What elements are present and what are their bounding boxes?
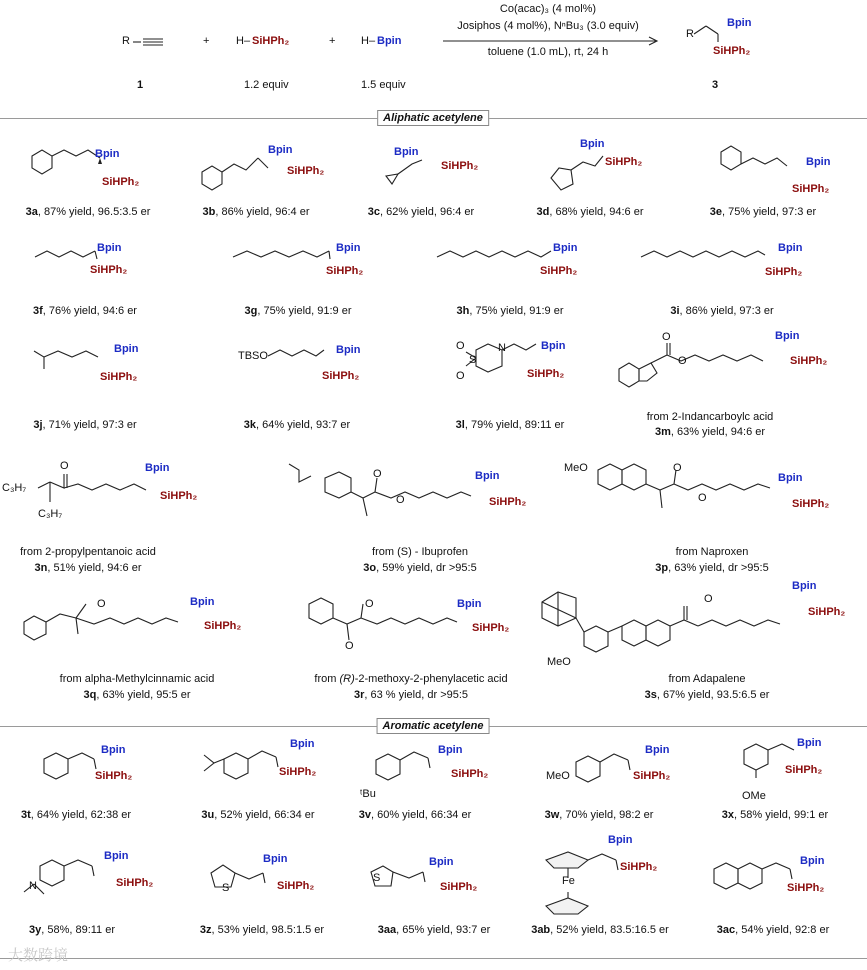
structure-3c	[380, 156, 440, 196]
o-carbonyl-3s: O	[704, 593, 713, 605]
o2-3l: O	[456, 370, 465, 382]
silane-3n: SiHPh₂	[160, 490, 198, 502]
c3h7-bottom-3n: C₃H₇	[38, 508, 63, 520]
silane-3u: SiHPh₂	[279, 766, 317, 778]
divider-bottom	[0, 958, 867, 959]
conditions-catalyst: Co(acac)₃ (4 mol%)	[499, 3, 597, 15]
bpin-3a: Bpin	[95, 148, 120, 160]
source-3o: from (S) - Ibuprofen	[372, 546, 468, 558]
bpin-3ab: Bpin	[608, 834, 633, 846]
caption-3h: 3h, 75% yield, 91:9 er	[456, 305, 564, 317]
source-3n: from 2-propylpentanoic acid	[20, 546, 156, 558]
caption-3z: 3z, 53% yield, 98.5:1.5 er	[199, 924, 325, 936]
silane-3y: SiHPh₂	[116, 877, 154, 889]
o-ester-3o: O	[396, 494, 405, 506]
alkyne-bond	[133, 34, 173, 50]
o-carbonyl-3p: O	[673, 462, 682, 474]
tbu-3v: ᵗBu	[360, 788, 376, 800]
equiv-silane: 1.2 equiv	[244, 79, 289, 91]
caption-3v: 3v, 60% yield, 66:34 er	[358, 809, 472, 821]
silane-3m: SiHPh₂	[790, 355, 828, 367]
o-carbonyl-3m: O	[662, 331, 671, 343]
conditions-solvent: toluene (1.0 mL), rt, 24 h	[487, 46, 609, 58]
bpin-3x: Bpin	[797, 737, 822, 749]
bpin-3ac: Bpin	[800, 855, 825, 867]
borane-h: H–	[361, 35, 376, 47]
o-carbonyl-3n: O	[60, 460, 69, 472]
bpin-3k: Bpin	[336, 344, 361, 356]
structure-3m	[615, 335, 815, 395]
bpin-3b: Bpin	[268, 144, 293, 156]
silane-3d: SiHPh₂	[605, 156, 643, 168]
caption-3g: 3g, 75% yield, 91:9 er	[244, 305, 352, 317]
structure-3s	[536, 580, 826, 670]
silane-3s: SiHPh₂	[808, 606, 846, 618]
caption-3b: 3b, 86% yield, 96:4 er	[202, 206, 310, 218]
silane-3j: SiHPh₂	[100, 371, 138, 383]
plus-2: +	[329, 35, 336, 47]
silane-3q: SiHPh₂	[204, 620, 242, 632]
bpin-3g: Bpin	[336, 242, 361, 254]
n-3y: N	[29, 880, 37, 892]
silane-3i: SiHPh₂	[765, 266, 803, 278]
source-3m: from 2-Indancarboylc acid	[646, 411, 774, 423]
meo-3w: MeO	[546, 770, 570, 782]
silane-3r: SiHPh₂	[472, 622, 510, 634]
silane-3v: SiHPh₂	[451, 768, 489, 780]
caption-3q: 3q, 63% yield, 95:5 er	[83, 689, 191, 701]
caption-3x: 3x, 58% yield, 99:1 er	[721, 809, 829, 821]
caption-3t: 3t, 64% yield, 62:38 er	[20, 809, 132, 821]
silane-3t: SiHPh₂	[95, 770, 133, 782]
n-3l: N	[498, 342, 506, 354]
product-silane: SiHPh₂	[713, 45, 751, 57]
bpin-3n: Bpin	[145, 462, 170, 474]
equiv-borane: 1.5 equiv	[361, 79, 406, 91]
bpin-3w: Bpin	[645, 744, 670, 756]
bpin-3r: Bpin	[457, 598, 482, 610]
caption-3c: 3c, 62% yield, 96:4 er	[367, 206, 475, 218]
caption-3d: 3d, 68% yield, 94:6 er	[536, 206, 644, 218]
silane-3ac: SiHPh₂	[787, 882, 825, 894]
bpin-3u: Bpin	[290, 738, 315, 750]
silane-3a: SiHPh₂	[102, 176, 140, 188]
conditions-ligand: Josiphos (4 mol%), NⁿBu₃ (3.0 equiv)	[457, 20, 639, 32]
s-3l: S	[469, 354, 477, 366]
bpin-3m: Bpin	[775, 330, 800, 342]
o-carbonyl-3q: O	[97, 598, 106, 610]
caption-3y: 3y, 58%, 89:11 er	[28, 924, 116, 936]
caption-3aa: 3aa, 65% yield, 93:7 er	[377, 924, 491, 936]
bpin-3e: Bpin	[806, 156, 831, 168]
source-3r: from (R)-2-methoxy-2-phenylacetic acid	[314, 673, 508, 685]
silane-3g: SiHPh₂	[326, 265, 364, 277]
caption-3f: 3f, 76% yield, 94:6 er	[33, 305, 137, 317]
reaction-arrow	[443, 36, 663, 46]
caption-3ab: 3ab, 52% yield, 83.5:16.5 er	[531, 924, 669, 936]
source-3p: from Naproxen	[675, 546, 749, 558]
silane-3x: SiHPh₂	[785, 764, 823, 776]
caption-3p: 3p, 63% yield, dr >95:5	[655, 562, 769, 574]
bpin-3i: Bpin	[778, 242, 803, 254]
silane-3f: SiHPh₂	[90, 264, 128, 276]
bpin-3c: Bpin	[394, 146, 419, 158]
o1-3l: O	[456, 340, 465, 352]
silane-3b: SiHPh₂	[287, 165, 325, 177]
silane-3h: SiHPh₂	[540, 265, 578, 277]
r-group: R	[122, 35, 130, 47]
bpin-3d: Bpin	[580, 138, 605, 150]
o-carbonyl-3o: O	[373, 468, 382, 480]
bpin-3s: Bpin	[792, 580, 817, 592]
bpin-3j: Bpin	[114, 343, 139, 355]
caption-3j: 3j, 71% yield, 97:3 er	[33, 419, 137, 431]
ome-3x: OMe	[742, 790, 766, 802]
caption-3m: 3m, 63% yield, 94:6 er	[654, 426, 766, 438]
silane-3e: SiHPh₂	[792, 183, 830, 195]
silane-3l: SiHPh₂	[527, 368, 565, 380]
borane-reagent: Bpin	[377, 35, 402, 47]
bpin-3h: Bpin	[553, 242, 578, 254]
section-aromatic: Aromatic acetylene	[377, 718, 490, 734]
source-3s: from Adapalene	[668, 673, 746, 685]
silane-3p: SiHPh₂	[792, 498, 830, 510]
caption-3n: 3n, 51% yield, 94:6 er	[34, 562, 142, 574]
source-3q: from alpha-Methylcinnamic acid	[59, 673, 215, 685]
caption-3e: 3e, 75% yield, 97:3 er	[709, 206, 817, 218]
bpin-3y: Bpin	[104, 850, 129, 862]
o-ester-3p: O	[698, 492, 707, 504]
silane-reagent: SiHPh₂	[252, 35, 290, 47]
fe-3ab: Fe	[562, 875, 575, 887]
silane-3ab: SiHPh₂	[620, 861, 658, 873]
silane-3z: SiHPh₂	[277, 880, 315, 892]
o-carbonyl-3r: O	[365, 598, 374, 610]
product-bpin: Bpin	[727, 17, 752, 29]
silane-3aa: SiHPh₂	[440, 881, 478, 893]
caption-3a: 3a, 87% yield, 96.5:3.5 er	[25, 206, 151, 218]
bpin-3f: Bpin	[97, 242, 122, 254]
s-3aa: S	[373, 872, 381, 884]
tbso-3k: TBSO	[238, 350, 268, 362]
caption-3r: 3r, 63 % yield, dr >95:5	[353, 689, 469, 701]
bpin-3l: Bpin	[541, 340, 566, 352]
bpin-3t: Bpin	[101, 744, 126, 756]
section-aliphatic: Aliphatic acetylene	[377, 110, 489, 126]
o-ester-3m: O	[678, 355, 687, 367]
label-3: 3	[712, 79, 719, 91]
structure-3ab	[540, 848, 650, 918]
watermark: 大数跨境	[8, 947, 69, 964]
caption-3k: 3k, 64% yield, 93:7 er	[243, 419, 351, 431]
bpin-3p: Bpin	[778, 472, 803, 484]
structure-3i	[641, 243, 771, 273]
silane-3c: SiHPh₂	[441, 160, 479, 172]
meo-3s: MeO	[547, 656, 571, 668]
caption-3s: 3s, 67% yield, 93.5:6.5 er	[644, 689, 770, 701]
structure-3o	[285, 458, 505, 528]
o-methoxy-3r: O	[345, 640, 354, 652]
caption-3l: 3l, 79% yield, 89:11 er	[455, 419, 565, 431]
caption-3w: 3w, 70% yield, 98:2 er	[544, 809, 654, 821]
silane-3w: SiHPh₂	[633, 770, 671, 782]
silane-h: H–	[236, 35, 251, 47]
caption-3u: 3u, 52% yield, 66:34 er	[201, 809, 315, 821]
caption-3ac: 3ac, 54% yield, 92:8 er	[716, 924, 830, 936]
caption-3o: 3o, 59% yield, dr >95:5	[363, 562, 477, 574]
structure-3h	[437, 243, 557, 273]
label-1: 1	[137, 79, 144, 91]
silane-3o: SiHPh₂	[489, 496, 527, 508]
c3h7-top-3n: C₃H₇	[2, 482, 27, 494]
s-3z: S	[222, 882, 230, 894]
caption-3i: 3i, 86% yield, 97:3 er	[670, 305, 774, 317]
meo-3p: MeO	[564, 462, 588, 474]
bpin-3o: Bpin	[475, 470, 500, 482]
plus-1: +	[203, 35, 210, 47]
bpin-3v: Bpin	[438, 744, 463, 756]
bpin-3q: Bpin	[190, 596, 215, 608]
bpin-3aa: Bpin	[429, 856, 454, 868]
bpin-3z: Bpin	[263, 853, 288, 865]
silane-3k: SiHPh₂	[322, 370, 360, 382]
product-r: R	[686, 28, 694, 40]
